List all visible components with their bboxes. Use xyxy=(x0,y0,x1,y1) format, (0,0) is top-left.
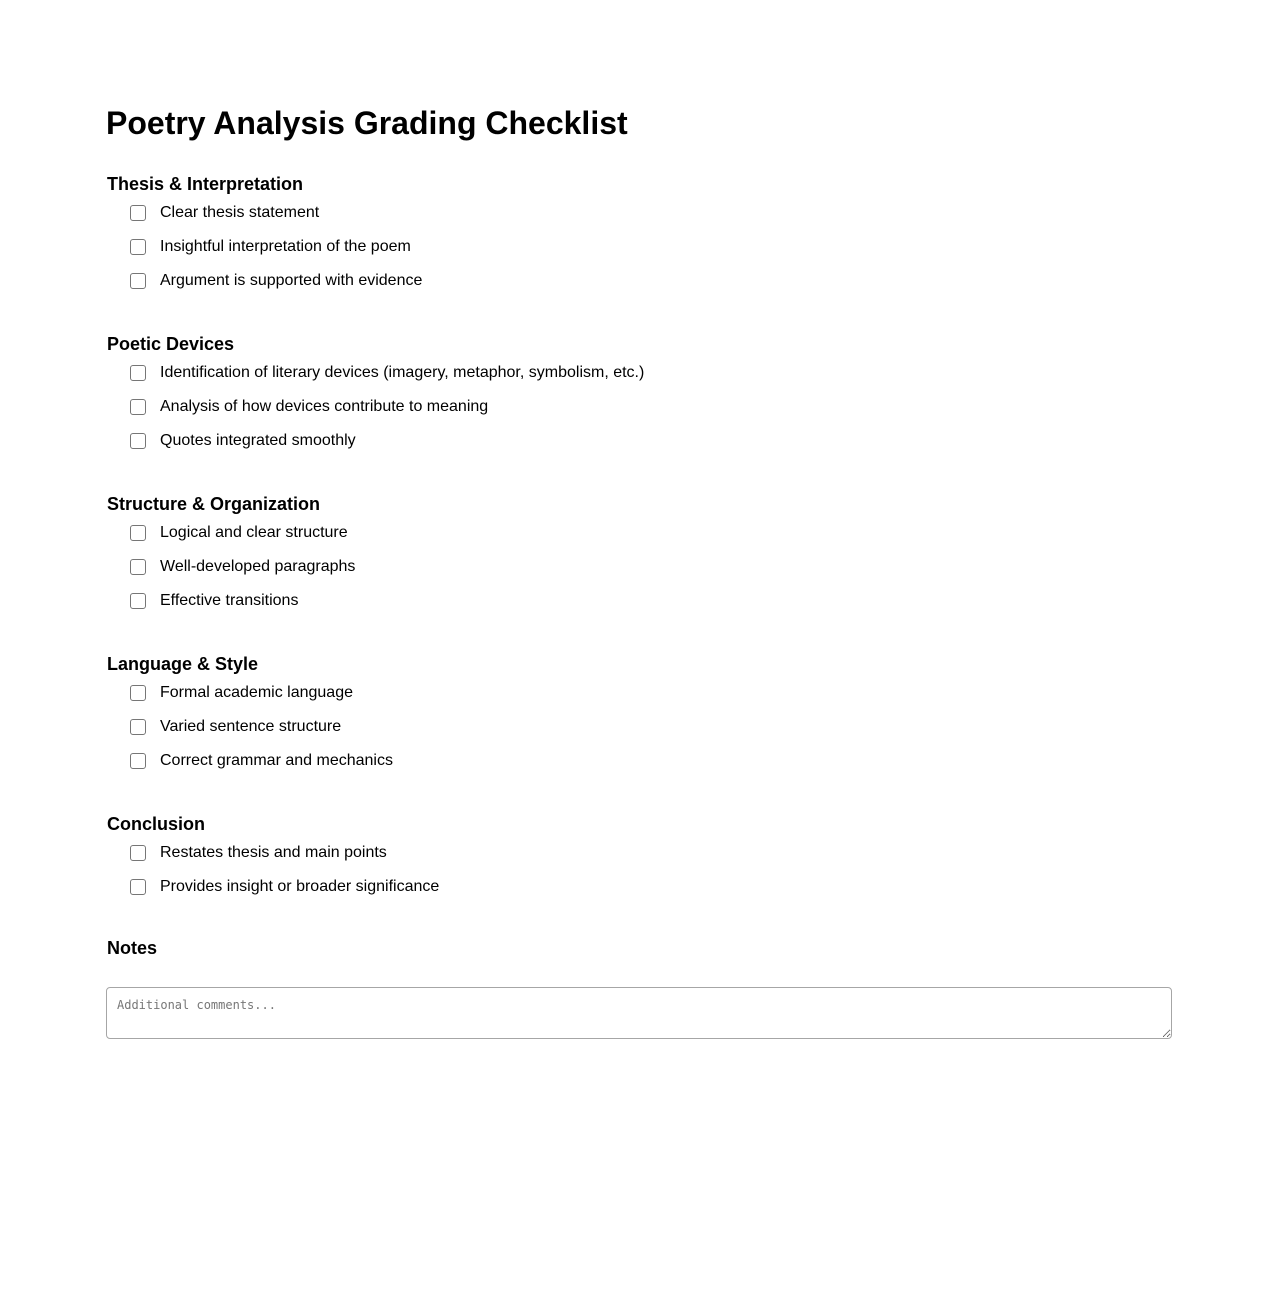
section-thesis-interpretation xyxy=(106,173,1172,298)
checklist-item[interactable] xyxy=(106,744,1172,778)
checklist-item[interactable] xyxy=(106,196,1172,230)
checkbox[interactable] xyxy=(130,525,146,541)
checklist-item[interactable] xyxy=(106,264,1172,298)
checklist-page xyxy=(106,104,1172,1039)
checklist-item[interactable] xyxy=(106,584,1172,618)
checkbox[interactable] xyxy=(130,399,146,415)
checklist-item-label: Formal academic language xyxy=(160,684,353,701)
checkbox[interactable] xyxy=(130,719,146,735)
checklist-item-label: Varied sentence structure xyxy=(160,718,342,735)
checklist-item-label: Well-developed paragraphs xyxy=(160,558,356,575)
checkbox[interactable] xyxy=(130,239,146,255)
checklist-item[interactable] xyxy=(106,676,1172,710)
section-heading: Thesis & Interpretation xyxy=(107,174,304,194)
checklist-item[interactable] xyxy=(106,550,1172,584)
checkbox[interactable] xyxy=(130,365,146,381)
checklist-item[interactable] xyxy=(106,356,1172,390)
checklist-item-label: Logical and clear structure xyxy=(160,524,348,541)
checkbox[interactable] xyxy=(130,879,146,895)
checklist-item-label: Insightful interpretation of the poem xyxy=(160,238,411,255)
checkbox[interactable] xyxy=(130,273,146,289)
checklist-item[interactable] xyxy=(106,424,1172,458)
checkbox[interactable] xyxy=(130,593,146,609)
page-title: Poetry Analysis Grading Checklist xyxy=(106,105,628,141)
checkbox[interactable] xyxy=(130,559,146,575)
checkbox[interactable] xyxy=(130,433,146,449)
checklist-item-label: Effective transitions xyxy=(160,592,299,609)
checklist-item-label: Clear thesis statement xyxy=(160,204,320,221)
section-heading: Conclusion xyxy=(107,814,205,834)
checkbox[interactable] xyxy=(130,685,146,701)
notes-section xyxy=(106,937,1172,1039)
section-heading: Language & Style xyxy=(107,654,259,674)
checklist-item-label: Identification of literary devices (imagery, metaphor, symbolism, etc.) xyxy=(160,364,645,381)
checklist-item[interactable] xyxy=(106,836,1172,870)
section-conclusion xyxy=(106,813,1172,904)
section-structure-organization xyxy=(106,493,1172,618)
checklist-item[interactable] xyxy=(106,516,1172,550)
checkbox[interactable] xyxy=(130,753,146,769)
checklist-item-label: Correct grammar and mechanics xyxy=(160,752,393,769)
checklist-item-label: Provides insight or broader significance xyxy=(160,878,440,895)
checklist-item[interactable] xyxy=(106,230,1172,264)
section-heading: Structure & Organization xyxy=(107,494,321,514)
checklist-item-label: Analysis of how devices contribute to meaning xyxy=(160,398,489,415)
checklist-item-label: Quotes integrated smoothly xyxy=(160,432,356,449)
checklist-item-label: Restates thesis and main points xyxy=(160,844,387,861)
notes-textarea[interactable] xyxy=(106,987,1172,1039)
checklist-item[interactable] xyxy=(106,710,1172,744)
checklist-item[interactable] xyxy=(106,870,1172,904)
checklist-item[interactable] xyxy=(106,390,1172,424)
section-poetic-devices xyxy=(106,333,1172,458)
checklist-item-label: Argument is supported with evidence xyxy=(160,272,423,289)
section-language-style xyxy=(106,653,1172,778)
notes-heading: Notes xyxy=(107,938,158,958)
section-heading: Poetic Devices xyxy=(107,334,235,354)
checkbox[interactable] xyxy=(130,845,146,861)
checkbox[interactable] xyxy=(130,205,146,221)
